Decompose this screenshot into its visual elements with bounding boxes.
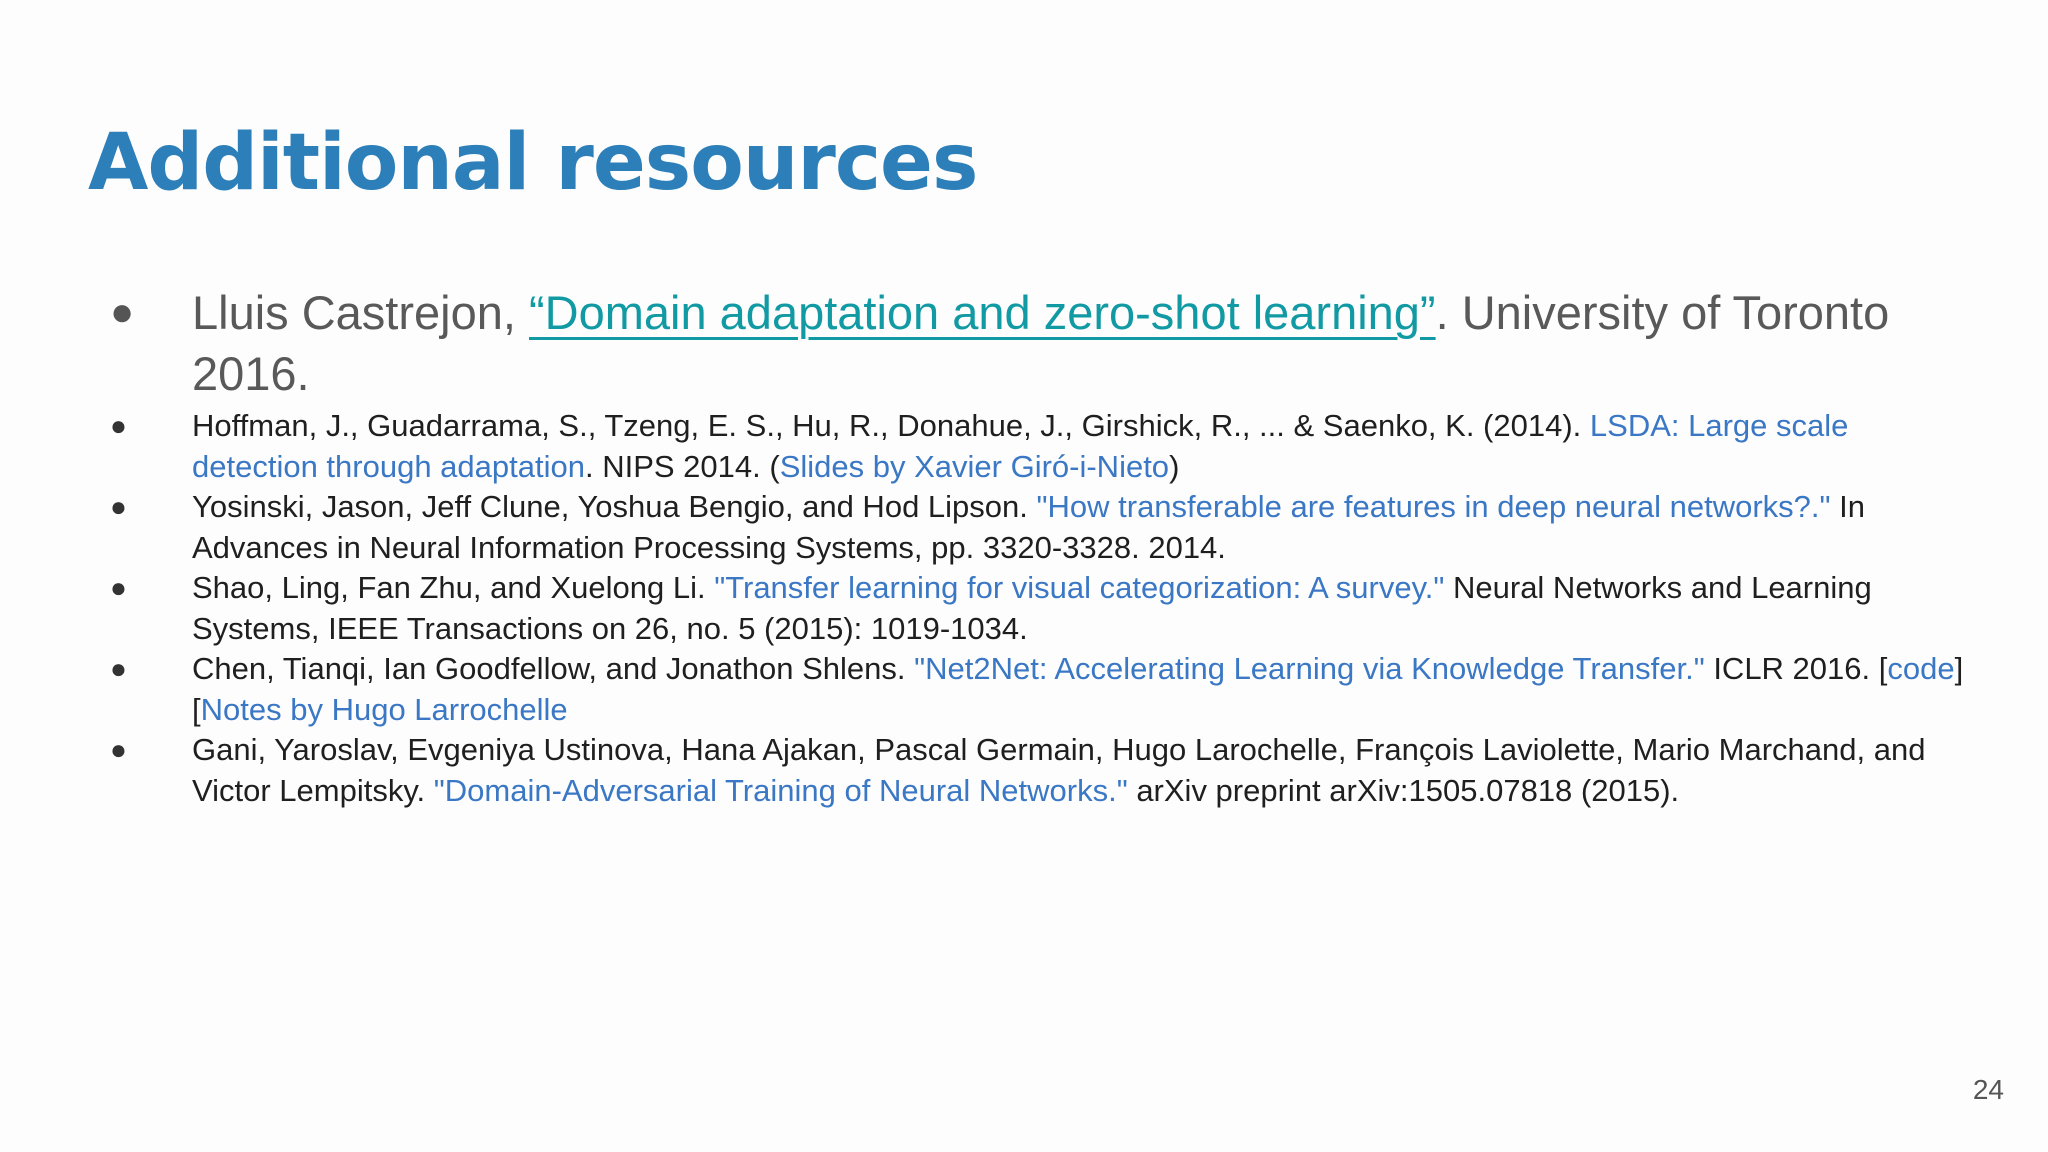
reference-text: ) bbox=[1169, 448, 1180, 484]
reference-text: Shao, Ling, Fan Zhu, and Xuelong Li. bbox=[192, 570, 715, 605]
page-number: 24 bbox=[1972, 1074, 2004, 1105]
reference-link-slides[interactable]: Slides by Xavier Giró-i-Nieto bbox=[779, 448, 1170, 484]
reference-text: . University of Toronto 2016. bbox=[192, 286, 1890, 400]
reference-text: Lluis Castrejon, bbox=[192, 286, 529, 339]
bullet-icon: ● bbox=[110, 572, 127, 603]
reference-item-gani bbox=[110, 730, 1970, 811]
reference-link-lsda[interactable]: LSDA: Large scale detection through adaptation bbox=[192, 408, 1849, 484]
reference-item-castrejon bbox=[110, 282, 1970, 404]
reference-text: Gani, Yaroslav, Evgeniya Ustinova, Hana Ajakan, Pascal Germain, Hugo Larochelle, François Laviolette, Mario Marchand, and Victor Lempitsky. bbox=[192, 732, 1926, 808]
reference-text: ICLR 2016. [ bbox=[1704, 651, 1888, 686]
bullet-icon: ● bbox=[110, 491, 127, 522]
reference-text: ] [ bbox=[192, 651, 1964, 727]
slide-title: Additional resources bbox=[88, 118, 978, 208]
reference-item-shao bbox=[110, 568, 1970, 649]
reference-text: In Advances in Neural Information Processing Systems, pp. 3320-3328. 2014. bbox=[192, 489, 1865, 565]
reference-text: Yosinski, Jason, Jeff Clune, Yoshua Bengio, and Hod Lipson. bbox=[192, 489, 1037, 524]
reference-link-notes[interactable]: Notes by Hugo Larrochelle bbox=[200, 691, 568, 727]
reference-list bbox=[110, 282, 1970, 811]
reference-item-chen bbox=[110, 649, 1970, 730]
bullet-icon: ● bbox=[110, 290, 135, 334]
bullet-icon: ● bbox=[110, 410, 127, 441]
reference-link-domain-adversarial[interactable]: "Domain-Adversarial Training of Neural Networks." bbox=[433, 772, 1128, 808]
reference-link-transferable-features[interactable]: "How transferable are features in deep neural networks?." bbox=[1036, 489, 1831, 524]
reference-item-yosinski bbox=[110, 487, 1970, 568]
reference-link-domain-adaptation[interactable]: “Domain adaptation and zero-shot learning” bbox=[529, 286, 1436, 339]
reference-text: . NIPS 2014. ( bbox=[584, 448, 780, 484]
reference-item-hoffman bbox=[110, 406, 1970, 487]
reference-text: Chen, Tianqi, Ian Goodfellow, and Jonathon Shlens. bbox=[192, 651, 915, 686]
bullet-icon: ● bbox=[110, 734, 127, 765]
reference-link-transfer-survey[interactable]: "Transfer learning for visual categorization: A survey." bbox=[714, 570, 1445, 605]
reference-text: arXiv preprint arXiv:1505.07818 (2015). bbox=[1127, 772, 1680, 808]
reference-text: Hoffman, J., Guadarrama, S., Tzeng, E. S., Hu, R., Donahue, J., Girshick, R., ... & Saenko, K. (2014). bbox=[192, 408, 1590, 443]
reference-link-net2net[interactable]: "Net2Net: Accelerating Learning via Knowledge Transfer." bbox=[914, 651, 1705, 686]
reference-link-code[interactable]: code bbox=[1887, 651, 1955, 686]
bullet-icon: ● bbox=[110, 653, 127, 684]
reference-text: Neural Networks and Learning Systems, IEEE Transactions on 26, no. 5 (2015): 1019-1034. bbox=[192, 570, 1872, 646]
